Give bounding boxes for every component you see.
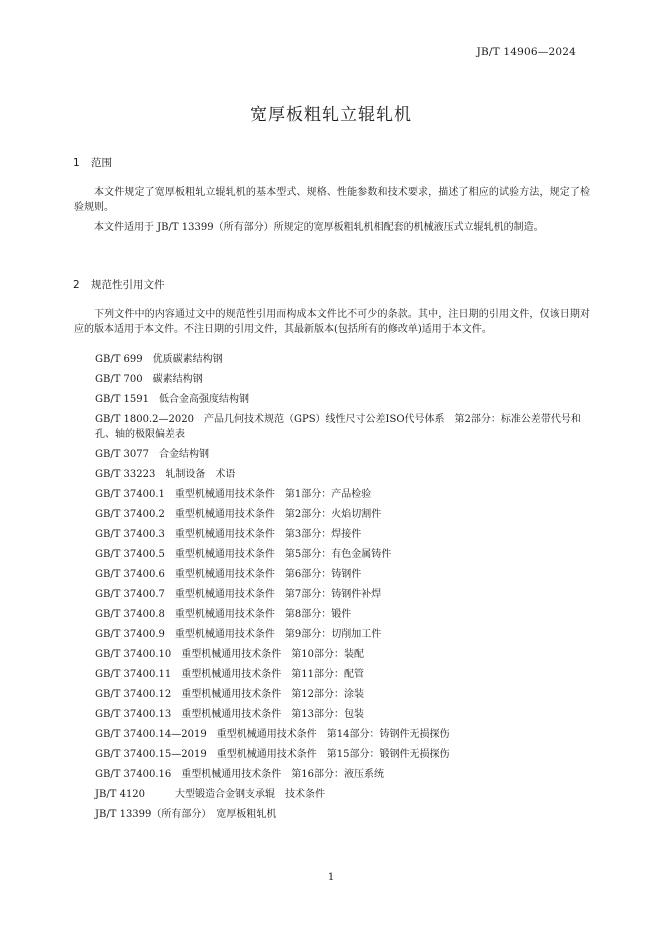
reference-item: JB/T 4120 大型锻造合金钢支承辊 技术条件 [95,789,326,800]
reference-item: GB/T 37400.8 重型机械通用技术条件 第8部分：锻件 [95,609,352,620]
references-intro: 下列文件中的内容通过文中的规范性引用而构成本文件比不可少的条款。其中，注日期的引用文件，仅该日期对应的版本适用于本文件。不注日期的引用文件，其最新版本(包括所有的修改单)适用于本文件。 [74,309,590,335]
scope-paragraph-1: 本文件规定了宽厚板粗轧立辊轧机的基本型式、规格、性能参数和技术要求，描述了相应的试验方法，规定了检验规则。 [74,187,590,213]
reference-item: GB/T 37400.7 重型机械通用技术条件 第7部分：铸钢件补焊 [95,589,382,600]
reference-item: GB/T 37400.9 重型机械通用技术条件 第9部分：切削加工件 [95,629,382,640]
reference-item: GB/T 1800.2—2020 产品几何技术规范（GPS）线性尺寸公差ISO代号体系 第2部分：标准公差带代号和孔、轴的极限偏差表 [95,414,581,440]
reference-item: GB/T 37400.10 重型机械通用技术条件 第10部分：装配 [95,649,364,660]
reference-item: GB/T 3077 合金结构钢 [95,449,210,460]
reference-item: GB/T 37400.5 重型机械通用技术条件 第5部分：有色金属铸件 [95,549,392,560]
section-2-title: 规范性引用文件 [91,279,165,291]
reference-item: GB/T 37400.14—2019 重型机械通用技术条件 第14部分：铸钢件无损探伤 [95,729,450,740]
reference-item: GB/T 37400.13 重型机械通用技术条件 第13部分：包装 [95,709,364,720]
reference-item: GB/T 37400.16 重型机械通用技术条件 第16部分：液压系统 [95,769,384,780]
reference-list [95,352,590,827]
reference-item: GB/T 37400.12 重型机械通用技术条件 第12部分：涂装 [95,689,364,700]
reference-item: GB/T 37400.6 重型机械通用技术条件 第6部分：铸钢件 [95,569,362,580]
section-2-number: 2 [73,279,80,291]
reference-item: GB/T 37400.15—2019 重型机械通用技术条件 第15部分：锻钢件无损探伤 [95,749,450,760]
reference-item: GB/T 37400.11 重型机械通用技术条件 第11部分：配管 [95,669,364,680]
reference-item: JB/T 13399（所有部分） 宽厚板粗轧机 [95,809,277,820]
reference-item: GB/T 37400.3 重型机械通用技术条件 第3部分：焊接件 [95,529,362,540]
section-1-heading [73,155,112,170]
standard-number: JB/T 14906—2024 [476,46,576,58]
reference-item: GB/T 699 优质碳素结构钢 [95,354,223,365]
document-title: 宽厚板粗轧立辊轧机 [250,105,412,125]
reference-item: GB/T 700 碳素结构钢 [95,374,203,385]
scope-paragraph-2: 本文件适用于 JB/T 13399（所有部分）所规定的宽厚板粗轧机相配套的机械液压式立辊轧机的制造。 [94,222,544,233]
section-2-heading [73,277,165,292]
reference-item: GB/T 37400.2 重型机械通用技术条件 第2部分：火焰切割件 [95,509,382,520]
reference-item: GB/T 33223 轧制设备 术语 [95,469,236,480]
page-number: 1 [327,872,335,883]
reference-item: GB/T 1591 低合金高强度结构钢 [95,394,250,405]
reference-item: GB/T 37400.1 重型机械通用技术条件 第1部分：产品检验 [95,489,372,500]
section-1-number: 1 [73,157,80,169]
section-1-title: 范围 [91,157,112,169]
